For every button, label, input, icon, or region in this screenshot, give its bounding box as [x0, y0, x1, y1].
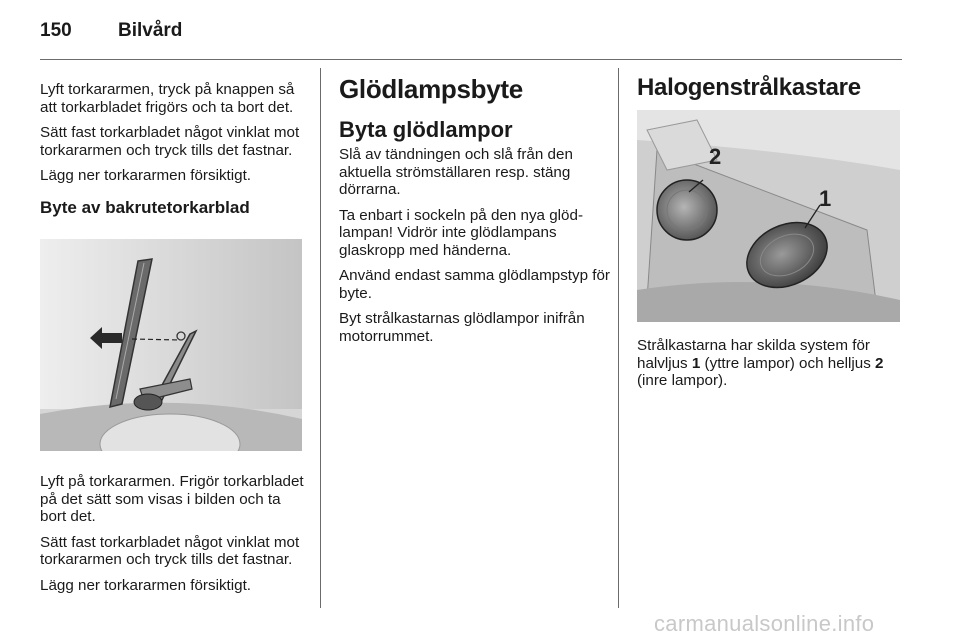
left-column-top [40, 81, 310, 224]
paragraph: Använd endast samma glödlampstyp för byte. [339, 267, 610, 302]
paragraph: Lägg ner torkararmen försiktigt. [40, 576, 252, 594]
page-number: 150 [40, 20, 72, 41]
figure-label-2: 2 [709, 144, 722, 169]
header-divider [40, 59, 902, 60]
caption-bold-2: 2 [875, 354, 884, 372]
watermark: carmanualsonline.info [654, 611, 875, 636]
sub-heading: Byta glödlampor [339, 117, 513, 142]
rear-wiper-illustration [40, 239, 302, 451]
paragraph: Slå av tändningen och slå från den aktuella strömställaren resp. stäng dörrarna. [339, 146, 573, 198]
caption-text: (inre lampor). [637, 372, 728, 389]
headlamp-illustration [637, 110, 900, 322]
paragraph: Lyft torkararmen, tryck på knappen så att torkarbladet frigörs och ta bort det. [40, 81, 295, 116]
section-title: Bilvård [118, 20, 183, 41]
halogen-caption [637, 337, 907, 390]
paragraph: Byt strålkastarnas glödlampor inifrån motorrummet. [339, 310, 585, 345]
main-heading: Glödlampsbyte [339, 74, 523, 104]
caption-text: (yttre lampor) och helljus [700, 354, 876, 372]
caption-bold-1: 1 [691, 354, 701, 372]
figure-label-1: 1 [819, 186, 832, 211]
halogen-heading: Halogenstrålkastare [637, 74, 861, 101]
column-divider-right [618, 68, 619, 608]
middle-column-text [339, 146, 611, 353]
column-divider-left [320, 68, 321, 608]
paragraph: Lyft på torkararmen. Frigör torkarbladet på det sätt som visas i bilden och ta bort det. [40, 473, 304, 525]
subsection-heading: Byte av bakrutetorkarblad [40, 197, 250, 217]
left-column-bottom [40, 473, 310, 602]
paragraph: Sätt fast torkarbladet något vinklat mot torkararmen och tryck tills det fastnar. [40, 124, 300, 159]
paragraph: Ta enbart i sockeln på den nya glödlampan! Vidrör inte glödlampans glaskropp med händerna. [339, 206, 584, 259]
paragraph: Lägg ner torkararmen försiktigt. [40, 167, 252, 184]
caption-text: Strålkastarna har skilda system för halvljus [637, 337, 870, 372]
paragraph: Sätt fast torkarbladet något vinklat mot torkararmen och tryck tills det fastnar. [40, 533, 300, 568]
